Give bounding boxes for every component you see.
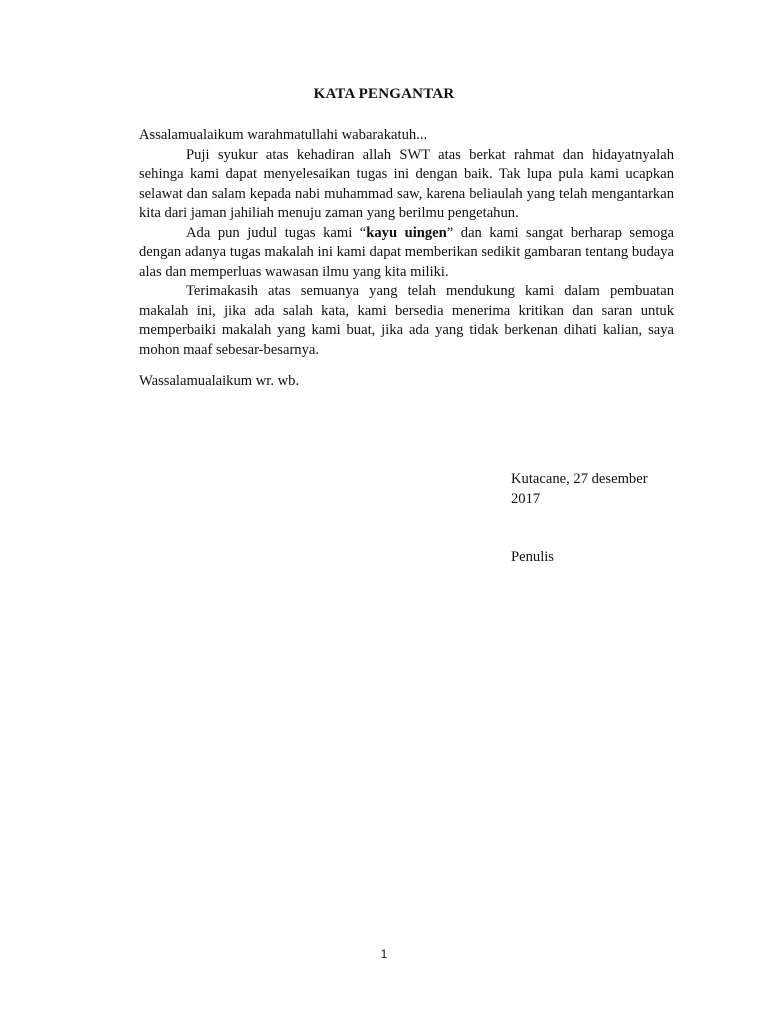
document-body (139, 126, 674, 360)
page-title: KATA PENGANTAR (313, 86, 455, 102)
paragraph-gratitude: Puji syukur atas kehadiran allah SWT atas berkat rahmat dan hidayatnyalah sehinga kami dapat menyelesaikan tugas ini dengan baik. Tak lupa pula kami ucapkan selawat dan salam kepada nabi muhammad saw, karena beliaulah yang telah mengantarkan kita dari jaman jahiliah menuju zaman yang berilmu pengetahun. (139, 146, 674, 221)
signature-block (511, 469, 671, 567)
paragraph-title-topic-lead: Ada pun judul tugas kami “ (186, 224, 367, 241)
paragraph-title-topic (139, 224, 674, 283)
closing-salutation: Wassalamualaikum wr. wb. (139, 373, 300, 389)
page-number: 1 (380, 947, 388, 961)
greeting-text: Assalamualaikum warahmatullahi wabarakatuh... (139, 127, 428, 143)
topic-title-bold: kayu uingen (366, 224, 447, 241)
place-date: Kutacane, 27 desember 2017 (511, 471, 648, 507)
paragraph-thanks: Terimakasih atas semuanya yang telah mendukung kami dalam pembuatan makalah ini, jika ada salah kata, kami bersedia menerima kritikan dan saran untuk memperbaiki makalah yang kami buat, jika ada yang tidak berkenan dihati kalian, saya mohon maaf sebesar-besarnya. (139, 283, 674, 358)
paragraph-title-topic-rest: ” dan kami sangat berharap semoga dengan adanya tugas makalah ini kami dapat memberikan sedikit gambaran tentang budaya alas dan memperluas wawasan ilmu yang kita miliki. (139, 224, 674, 280)
author-label: Penulis (511, 549, 554, 565)
